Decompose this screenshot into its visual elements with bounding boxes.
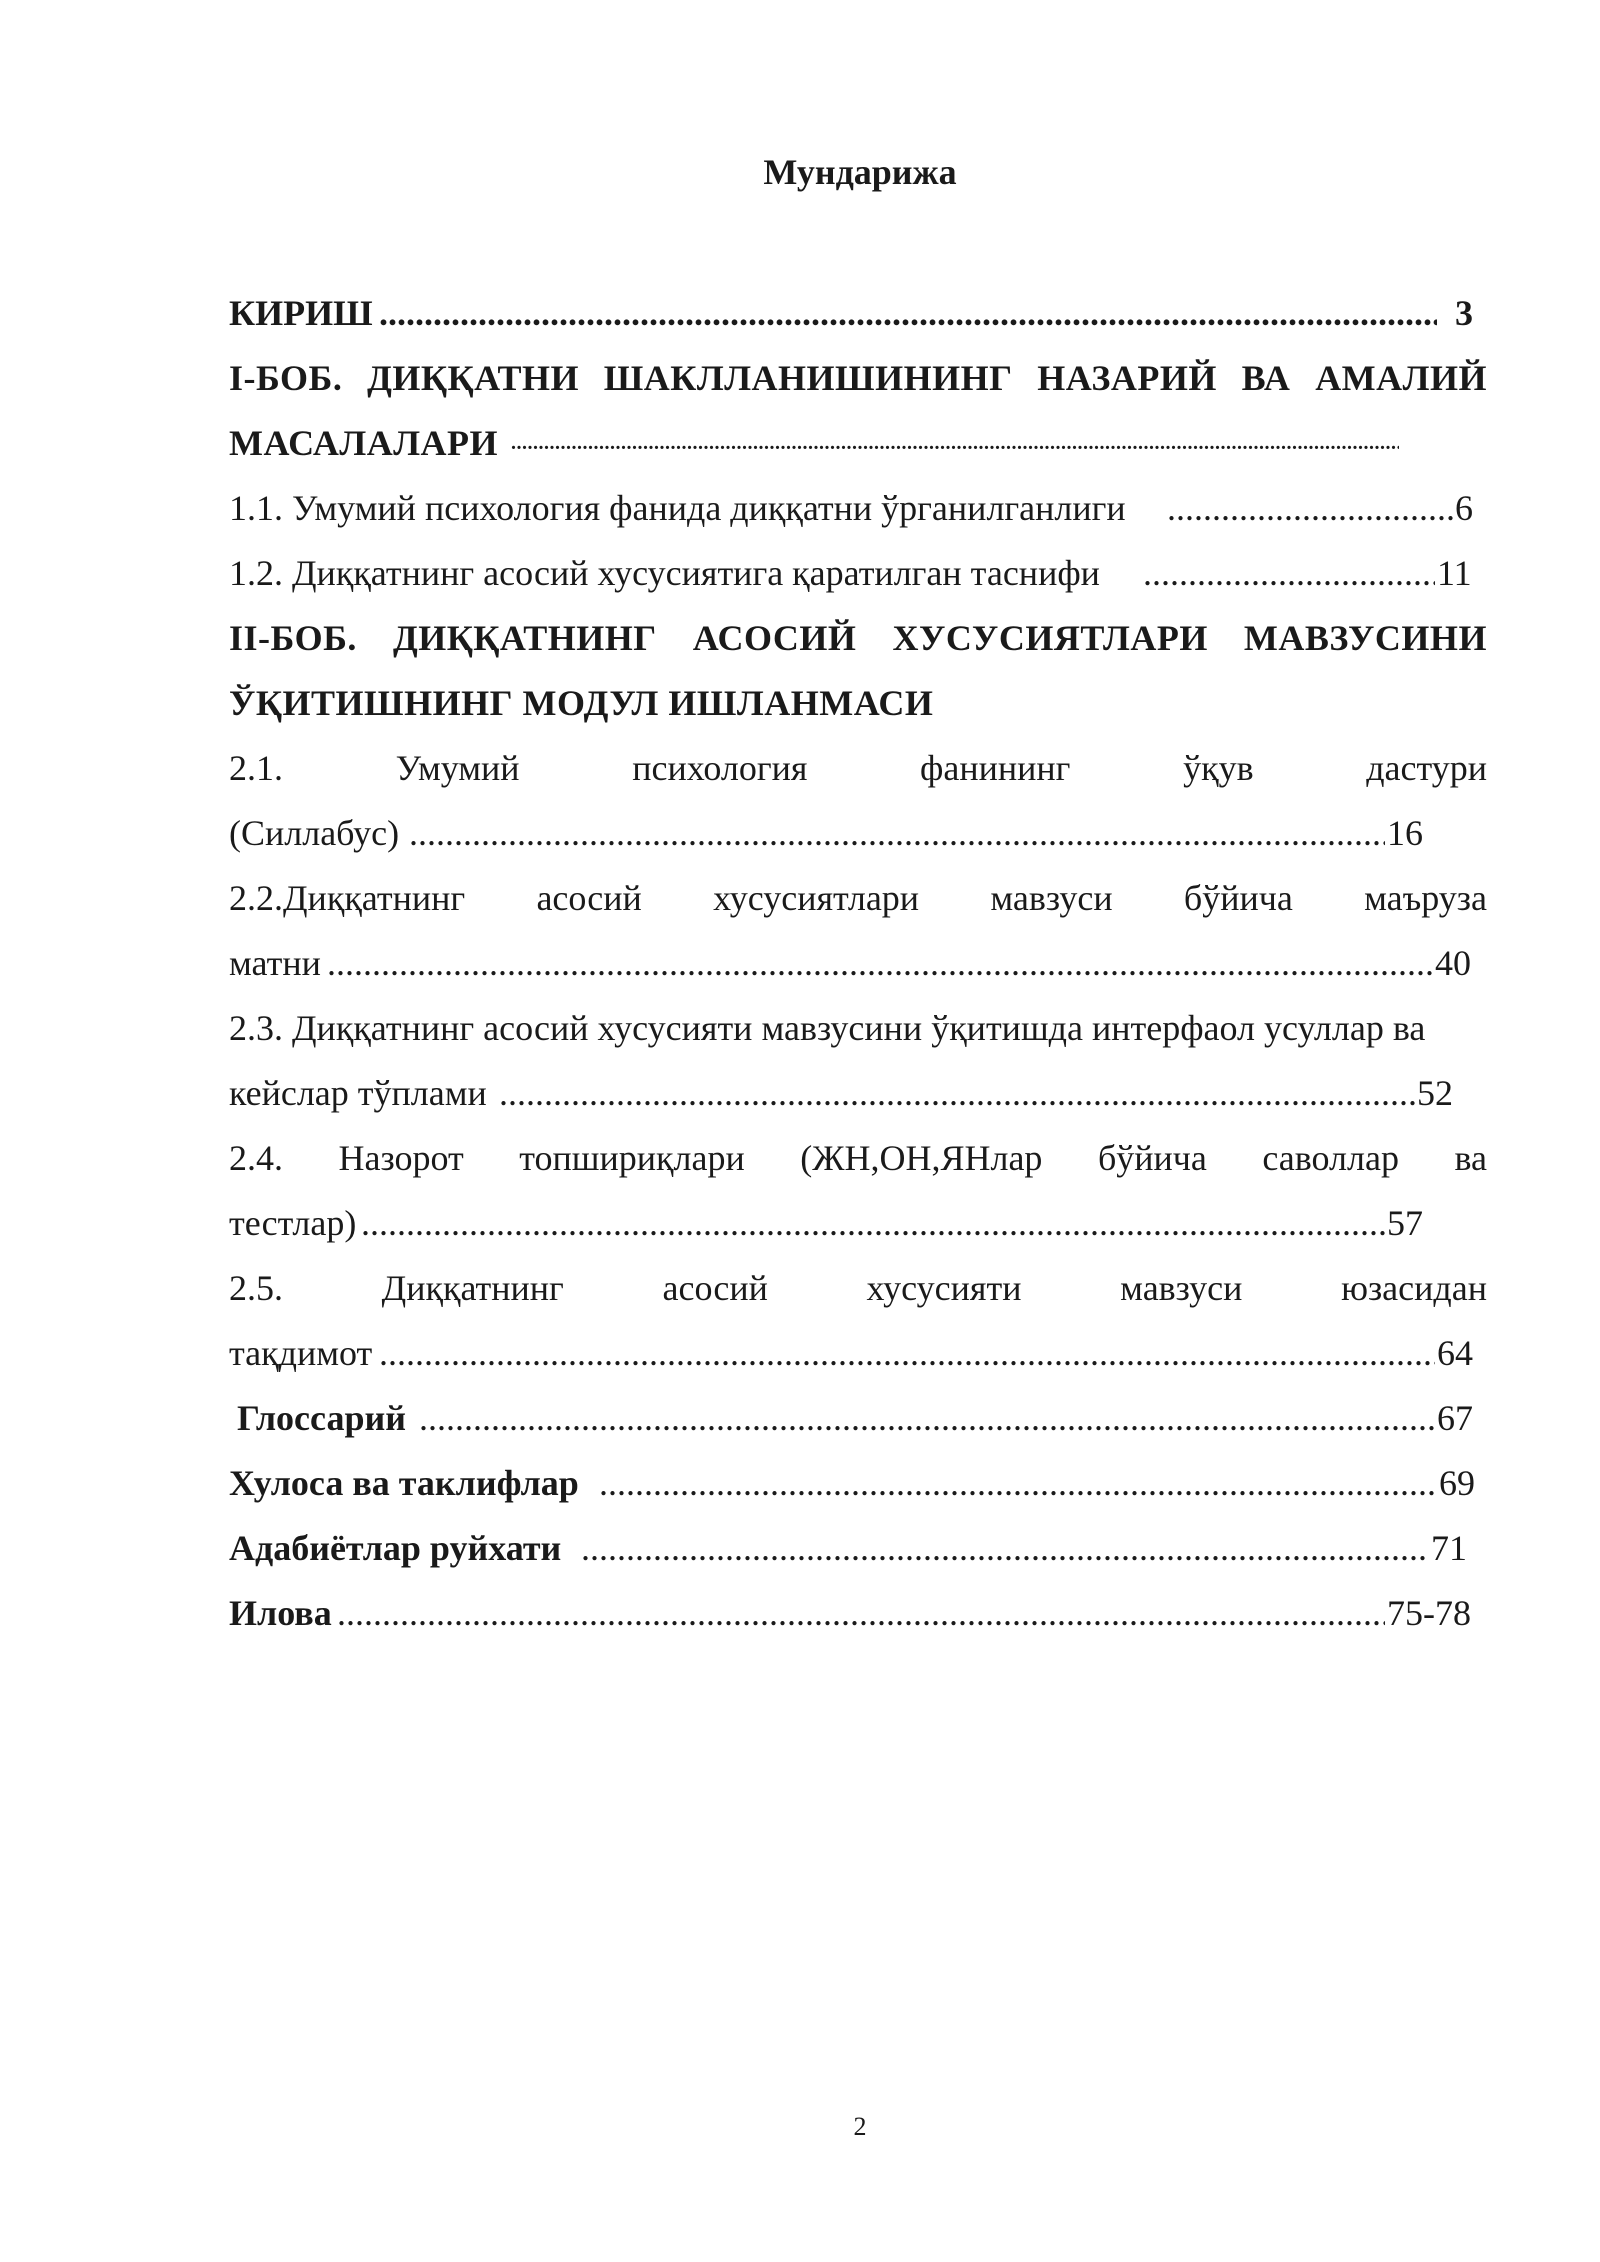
- toc-page-number: 75-78: [1387, 1593, 1471, 1633]
- heading-word: ШАКЛЛАНИШИНИНГ: [603, 358, 1013, 398]
- chapter-1-heading-line-1: [229, 346, 1487, 411]
- toc-entry-label: тестлар): [229, 1203, 357, 1243]
- chapter-2-heading-line-2: [229, 671, 1487, 736]
- entry-word: хусусияти: [866, 1268, 1022, 1308]
- entry-word: бўйича: [1183, 878, 1293, 918]
- toc-page-number: 64: [1437, 1333, 1473, 1373]
- entry-word: саволлар: [1262, 1138, 1399, 1178]
- dot-leader: [337, 1581, 1385, 1646]
- toc-entry-2-4-line-1: [229, 1126, 1487, 1191]
- toc-page-number: 67: [1437, 1398, 1473, 1438]
- entry-word: 2.1.: [229, 748, 283, 788]
- dot-leader: [327, 931, 1433, 996]
- entry-word: психология: [632, 748, 808, 788]
- dot-leader: [409, 801, 1385, 866]
- toc-entry-appendix: [229, 1581, 1487, 1646]
- toc-entry-glossary: [229, 1386, 1487, 1451]
- toc-entry-2-4-line-2: [229, 1191, 1487, 1256]
- toc-entry-2-1-line-1: [229, 736, 1487, 801]
- toc-entry-label: Илова: [229, 1593, 332, 1633]
- dot-leader: [1143, 541, 1435, 606]
- toc-entry-label: тақдимот: [229, 1333, 373, 1373]
- toc-entry-2-2-line-1: [229, 866, 1487, 931]
- entry-word: асосий: [536, 878, 642, 918]
- heading-word: АМАЛИЙ: [1315, 358, 1487, 398]
- toc-page-number: 16: [1387, 813, 1423, 853]
- dot-leader: [379, 281, 1437, 346]
- entry-word: фанининг: [920, 748, 1071, 788]
- entry-word: маъруза: [1364, 878, 1487, 918]
- heading-text: ЎҚИТИШНИНГ МОДУЛ ИШЛАНМАСИ: [229, 683, 934, 723]
- toc-entry-label: матни: [229, 943, 321, 983]
- dot-leader: [499, 1061, 1415, 1126]
- toc-entry-label: Хулоса ва таклифлар: [229, 1463, 579, 1503]
- heading-word: НАЗАРИЙ: [1037, 358, 1217, 398]
- toc-page-number: 69: [1439, 1463, 1475, 1503]
- toc-page-number: 11: [1437, 553, 1472, 593]
- toc-entry-label: КИРИШ: [229, 293, 373, 333]
- entry-word: ва: [1454, 1138, 1487, 1178]
- heading-word: ДИҚҚАТНИНГ: [392, 618, 657, 658]
- dot-leader: [361, 1191, 1385, 1256]
- toc-entry-1-1: [229, 476, 1487, 541]
- toc-page-number: 40: [1435, 943, 1471, 983]
- entry-word: юзасидан: [1341, 1268, 1487, 1308]
- heading-word: I-БОБ.: [229, 358, 343, 398]
- entry-word: Назорот: [338, 1138, 464, 1178]
- heading-word: АСОСИЙ: [692, 618, 857, 658]
- dot-leader: [599, 1451, 1437, 1516]
- entry-word: мавзуси: [990, 878, 1113, 918]
- toc-page-number: 3: [1455, 293, 1473, 333]
- toc-entry-2-3-line-2: [229, 1061, 1487, 1126]
- toc-entry-label: Адабиётлар руйхати: [229, 1528, 562, 1568]
- dot-leader: [419, 1386, 1435, 1451]
- toc-entry-label: 1.1. Умумий психология фанида диққатни ўрганилганлиги: [229, 488, 1126, 528]
- toc-page-number: 71: [1431, 1528, 1467, 1568]
- entry-word: ўқув: [1183, 748, 1254, 788]
- toc-entry-2-2-line-2: [229, 931, 1487, 996]
- toc-entry-label: Глоссарий: [237, 1398, 406, 1438]
- entry-word: Диққатнинг: [381, 1268, 564, 1308]
- toc-entry-label: 2.3. Диққатнинг асосий хусусияти мавзусини ўқитишда интерфаол усуллар ва: [229, 1008, 1426, 1048]
- toc-entry-intro: [229, 281, 1487, 346]
- dot-leader: [1167, 476, 1453, 541]
- toc-page-number: 57: [1387, 1203, 1423, 1243]
- toc-entry-2-1-line-2: [229, 801, 1487, 866]
- toc-entry-2-5-line-2: [229, 1321, 1487, 1386]
- dot-leader: [379, 1321, 1435, 1386]
- dot-leader: [511, 411, 1399, 476]
- toc-entry-label: кейслар тўплами: [229, 1073, 487, 1113]
- toc-entry-label: 1.2. Диққатнинг асосий хусусиятига қаратилган таснифи: [229, 553, 1100, 593]
- entry-word: 2.4.: [229, 1138, 283, 1178]
- toc-entry-label: (Силлабус): [229, 813, 400, 853]
- toc-page-number: 52: [1417, 1073, 1453, 1113]
- entry-word: асосий: [662, 1268, 768, 1308]
- toc-entry-2-3-line-1: [229, 996, 1487, 1061]
- table-of-contents: [229, 281, 1487, 1646]
- toc-entry-references: [229, 1516, 1487, 1581]
- heading-word: МАВЗУСИНИ: [1243, 618, 1487, 658]
- heading-word: ДИҚҚАТНИ: [367, 358, 579, 398]
- heading-text: МАСАЛАЛАРИ: [229, 423, 499, 463]
- entry-word: хусусиятлари: [713, 878, 920, 918]
- entry-word: 2.2.Диққатнинг: [229, 878, 466, 918]
- toc-entry-conclusion: [229, 1451, 1487, 1516]
- heading-word: ВА: [1241, 358, 1291, 398]
- page-number: 2: [853, 2112, 867, 2141]
- entry-word: топшириқлари: [519, 1138, 745, 1178]
- entry-word: (ЖН,ОН,ЯНлар: [800, 1138, 1043, 1178]
- heading-word: ХУСУСИЯТЛАРИ: [892, 618, 1208, 658]
- toc-page-number: 6: [1455, 488, 1473, 528]
- page-title: Мундарижа: [763, 152, 957, 192]
- entry-word: бўйича: [1097, 1138, 1207, 1178]
- chapter-2-heading-line-1: [229, 606, 1487, 671]
- dot-leader: [581, 1516, 1429, 1581]
- entry-word: Умумий: [395, 748, 520, 788]
- toc-entry-2-5-line-1: [229, 1256, 1487, 1321]
- entry-word: 2.5.: [229, 1268, 283, 1308]
- chapter-1-heading-line-2: [229, 411, 1487, 476]
- heading-word: II-БОБ.: [229, 618, 357, 658]
- entry-word: мавзуси: [1120, 1268, 1243, 1308]
- toc-entry-1-2: [229, 541, 1487, 606]
- entry-word: дастури: [1366, 748, 1487, 788]
